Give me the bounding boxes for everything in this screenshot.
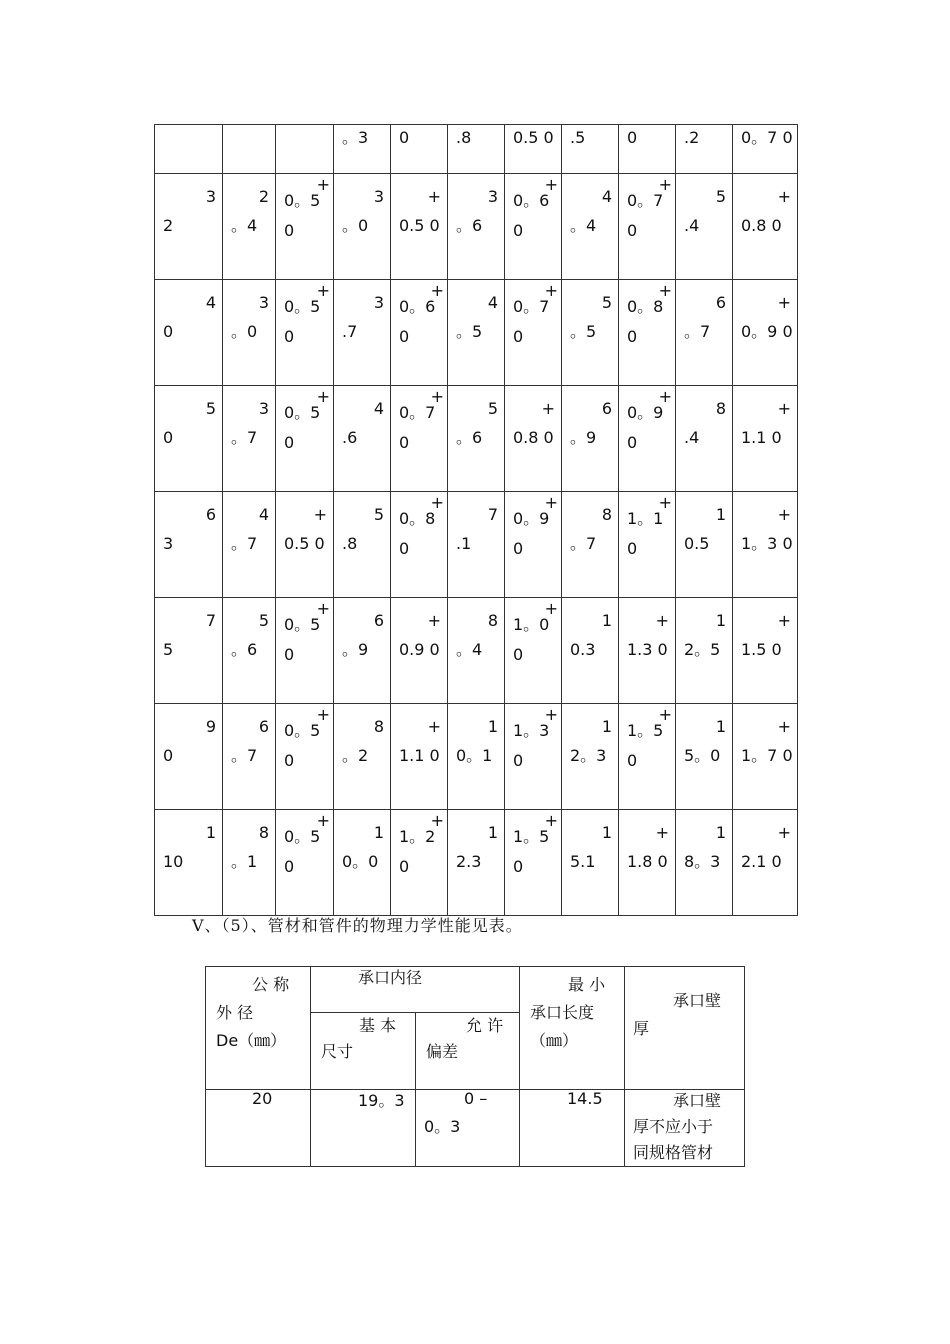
table-cell: 7 .1 — [448, 492, 505, 598]
table-cell: 0 — [391, 125, 448, 174]
table-row — [206, 1090, 745, 1167]
table-cell: 6 。7 — [676, 280, 733, 386]
table-cell: 8 。7 — [562, 492, 619, 598]
header-row — [206, 967, 745, 1013]
wall-thickness-table — [154, 124, 798, 916]
table-cell: 0.5 0 — [505, 125, 562, 174]
table-cell: + 0。9 0 — [619, 386, 676, 492]
table-cell: 5 .8 — [334, 492, 391, 598]
table-cell — [223, 125, 276, 174]
table-cell: + 0。5 0 — [276, 598, 334, 704]
table-cell: 1 5。0 — [676, 704, 733, 810]
table-cell: 3 。6 — [448, 174, 505, 280]
cell-tolerance: 0 – 0。3 — [416, 1090, 520, 1167]
table-cell: + 0.5 0 — [276, 492, 334, 598]
table-cell: 1 2。3 — [562, 704, 619, 810]
table-cell: 3 。0 — [223, 280, 276, 386]
header-basic-size: 基 本 尺寸 — [311, 1013, 416, 1090]
table-cell: 1 2.3 — [448, 810, 505, 916]
table-cell: 1 10 — [155, 810, 223, 916]
header-socket-wall: 承口壁 厚 — [625, 967, 745, 1090]
table-cell: + 0。9 0 — [505, 492, 562, 598]
table-cell: 8 。1 — [223, 810, 276, 916]
table-cell: + 1。1 0 — [619, 492, 676, 598]
table-cell: + 0.8 0 — [505, 386, 562, 492]
table-row — [155, 125, 798, 174]
table-cell — [155, 125, 223, 174]
table-cell: 4 。5 — [448, 280, 505, 386]
table-cell: 5 。6 — [223, 598, 276, 704]
table-cell: + 0。5 0 — [276, 704, 334, 810]
table-cell: .5 — [562, 125, 619, 174]
socket-dimensions-table — [205, 966, 745, 1167]
table-cell: 8 。4 — [448, 598, 505, 704]
table-cell: + 0.8 0 — [733, 174, 798, 280]
table-cell: 0。7 0 — [733, 125, 798, 174]
table-cell: 5 .4 — [676, 174, 733, 280]
table-cell: 1 0。0 — [334, 810, 391, 916]
table-cell: 4 。4 — [562, 174, 619, 280]
table-cell: + 0。5 0 — [276, 386, 334, 492]
table-cell: + 0。7 0 — [505, 280, 562, 386]
table-cell: + 1.8 0 — [619, 810, 676, 916]
table-row — [155, 704, 798, 810]
table-cell: 1 2。5 — [676, 598, 733, 704]
table-cell: + 0.9 0 — [391, 598, 448, 704]
table-cell: 5 0 — [155, 386, 223, 492]
table-cell: 6 。9 — [562, 386, 619, 492]
table-cell: 1 5.1 — [562, 810, 619, 916]
table-cell: 8 。2 — [334, 704, 391, 810]
table-cell: + 0。7 0 — [391, 386, 448, 492]
table-cell: + 0。8 0 — [391, 492, 448, 598]
table-cell: 6 。9 — [334, 598, 391, 704]
table-cell: 1 8。3 — [676, 810, 733, 916]
table-cell: 4 0 — [155, 280, 223, 386]
table-row — [155, 810, 798, 916]
table-cell — [276, 125, 334, 174]
table-cell: 3 。0 — [334, 174, 391, 280]
table-cell: + 1。0 0 — [505, 598, 562, 704]
table-cell: 8 .4 — [676, 386, 733, 492]
table-cell: + 0。9 0 — [733, 280, 798, 386]
table-cell: 1 0.3 — [562, 598, 619, 704]
header-socket-inner-diameter: 承口内径 — [311, 967, 520, 1013]
table-cell: + 0。6 0 — [391, 280, 448, 386]
table-cell: + 0.5 0 — [391, 174, 448, 280]
table-cell: + 2.1 0 — [733, 810, 798, 916]
table-cell: .8 — [448, 125, 505, 174]
cell-basic: 19。3 — [311, 1090, 416, 1167]
table-cell: + 1。5 0 — [505, 810, 562, 916]
table-row — [155, 598, 798, 704]
table-cell: 2 。4 — [223, 174, 276, 280]
table-cell: + 0。7 0 — [619, 174, 676, 280]
table-cell: 5 。5 — [562, 280, 619, 386]
cell-min-length: 14.5 — [520, 1090, 625, 1167]
table-cell: 。3 — [334, 125, 391, 174]
table-cell: + 1.5 0 — [733, 598, 798, 704]
table-row — [155, 492, 798, 598]
table-cell: + 1。3 0 — [505, 704, 562, 810]
table-cell: 1 0.5 — [676, 492, 733, 598]
table-cell: 1 0。1 — [448, 704, 505, 810]
table-row — [155, 174, 798, 280]
table-cell: + 0。5 0 — [276, 280, 334, 386]
table-cell: + 1.1 0 — [391, 704, 448, 810]
cell-wall: 承口壁 厚不应小于 同规格管材 — [625, 1090, 745, 1167]
table-cell: 0 — [619, 125, 676, 174]
table-cell: 5 。6 — [448, 386, 505, 492]
header-tolerance: 允 许 偏差 — [416, 1013, 520, 1090]
table-cell: + 0。5 0 — [276, 174, 334, 280]
table-cell: + 0。8 0 — [619, 280, 676, 386]
table-cell: 9 0 — [155, 704, 223, 810]
table-cell: + 0。5 0 — [276, 810, 334, 916]
table-cell: 3 2 — [155, 174, 223, 280]
table-cell: 4 .6 — [334, 386, 391, 492]
table-cell: 6 3 — [155, 492, 223, 598]
cell-de: 20 — [206, 1090, 311, 1167]
table-cell: + 1。3 0 — [733, 492, 798, 598]
table-cell: 4 。7 — [223, 492, 276, 598]
table-cell: 3 .7 — [334, 280, 391, 386]
table-row — [155, 280, 798, 386]
table-cell: + 1。5 0 — [619, 704, 676, 810]
header-nominal-od: 公 称 外 径 De（㎜） — [206, 967, 311, 1090]
table-cell: .2 — [676, 125, 733, 174]
table-cell: 6 。7 — [223, 704, 276, 810]
table-cell: + 1。7 0 — [733, 704, 798, 810]
header-min-socket-length: 最 小 承口长度 （㎜） — [520, 967, 625, 1090]
table-cell: 3 。7 — [223, 386, 276, 492]
table-cell: + 1。2 0 — [391, 810, 448, 916]
table-caption: Ⅴ、（5）、管材和管件的物理力学性能见表。 — [192, 916, 523, 935]
table-cell: + 1.1 0 — [733, 386, 798, 492]
table-cell: + 1.3 0 — [619, 598, 676, 704]
table-cell: 7 5 — [155, 598, 223, 704]
table-row — [155, 386, 798, 492]
table-cell: + 0。6 0 — [505, 174, 562, 280]
